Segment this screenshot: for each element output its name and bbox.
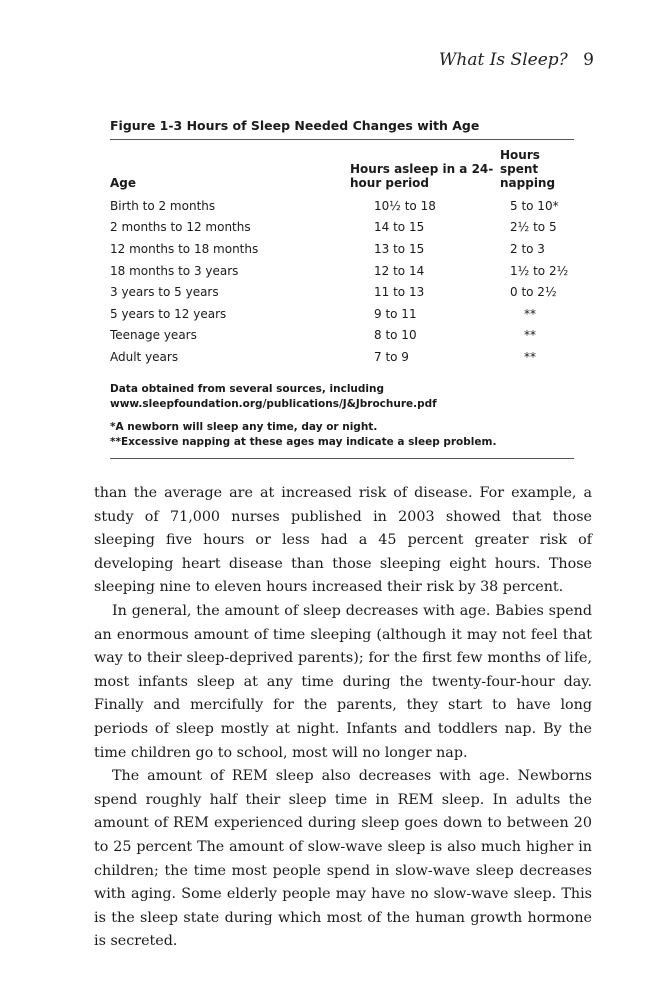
figure-1-3: [110, 118, 574, 459]
table-header-row: [110, 140, 574, 195]
table-row: [110, 325, 574, 347]
cell-age: 18 months to 3 years: [110, 263, 239, 278]
header-hours-napping: Hours spent napping: [500, 148, 556, 190]
cell-hours-asleep: 11 to 13: [374, 285, 425, 300]
cell-hours-napping: 1½ to 2½: [510, 263, 569, 278]
cell-hours-asleep: 10½ to 18: [374, 198, 436, 213]
footnotes: [110, 420, 574, 450]
cell-hours-napping: **: [524, 349, 536, 364]
table-row: [110, 217, 574, 239]
cell-hours-napping: **: [524, 306, 536, 321]
cell-age: 12 months to 18 months: [110, 241, 259, 256]
body-paragraph-3: The amount of REM sleep also decreases with age. Newborns spend roughly half their sleep time in REM sleep. In adults the amount of REM experienced during sleep goes down to between 20 to 25 percent The amount of slow-wave sleep is also much higher in children; the time most people spend in slow-wave sleep decreases with aging. Some elderly people may have no slow-wave sleep. This is the sleep state during which most of the human growth hormone is secreted.: [94, 768, 592, 950]
cell-age: 3 years to 5 years: [110, 285, 219, 300]
table-row: [110, 346, 574, 368]
cell-hours-asleep: 13 to 15: [374, 241, 425, 256]
cell-hours-napping: 2½ to 5: [510, 220, 557, 235]
cell-age: Birth to 2 months: [110, 198, 216, 213]
figure-notes: [110, 382, 574, 450]
running-head: [439, 50, 594, 70]
cell-age: 2 months to 12 months: [110, 220, 251, 235]
body-paragraph-1: than the average are at increased risk of disease. For example, a study of 71,000 nurses published in 2003 showed that those sleeping five hours or less had a 45 percent greater risk of developing heart disease than those sleeping eight hours. Those sleeping nine to eleven hours increased their risk by 38 percent.: [94, 485, 592, 596]
table-row: [110, 195, 574, 217]
source-note: Data obtained from several sources, including www.sleepfoundation.org/publications/J&Jbrochure.pdf: [110, 382, 437, 410]
table-row: [110, 303, 574, 325]
cell-hours-asleep: 14 to 15: [374, 220, 425, 235]
cell-hours-napping: 2 to 3: [510, 241, 545, 256]
running-head-title: What Is Sleep?: [438, 50, 568, 70]
table-bottom-rule: [110, 458, 574, 459]
cell-age: Adult years: [110, 349, 179, 364]
cell-hours-napping: 0 to 2½: [510, 285, 557, 300]
header-hours-asleep: Hours asleep in a 24-hour period: [350, 162, 494, 190]
table-row: [110, 238, 574, 260]
footnote-newborn: *A newborn will sleep any time, day or night.: [110, 420, 378, 433]
cell-age: 5 years to 12 years: [110, 306, 227, 321]
footnote-napping: **Excessive napping at these ages may indicate a sleep problem.: [110, 435, 497, 448]
cell-age: Teenage years: [110, 328, 197, 343]
cell-hours-asleep: 7 to 9: [374, 349, 409, 364]
table-row: [110, 281, 574, 303]
page-number: 9: [583, 50, 594, 70]
body-text: [94, 482, 592, 954]
cell-hours-napping: 5 to 10*: [510, 198, 559, 213]
header-age: Age: [110, 176, 137, 190]
cell-hours-asleep: 9 to 11: [374, 306, 417, 321]
cell-hours-asleep: 12 to 14: [374, 263, 425, 278]
cell-hours-napping: **: [524, 328, 536, 343]
sleep-hours-table: [110, 140, 574, 368]
cell-hours-asleep: 8 to 10: [374, 328, 417, 343]
table-row: [110, 260, 574, 282]
body-paragraph-2: In general, the amount of sleep decreases with age. Babies spend an enormous amount of time sleeping (although it may not feel that way to their sleep-deprived parents); for the first few months of life, most infants sleep at any time during the twenty-four-hour day. Finally and mercifully for the parents, they start to have long periods of sleep mostly at night. Infants and toddlers nap. By the time children go to school, most will no longer nap.: [94, 602, 592, 761]
figure-caption: Figure 1-3 Hours of Sleep Needed Changes with Age: [110, 118, 480, 133]
